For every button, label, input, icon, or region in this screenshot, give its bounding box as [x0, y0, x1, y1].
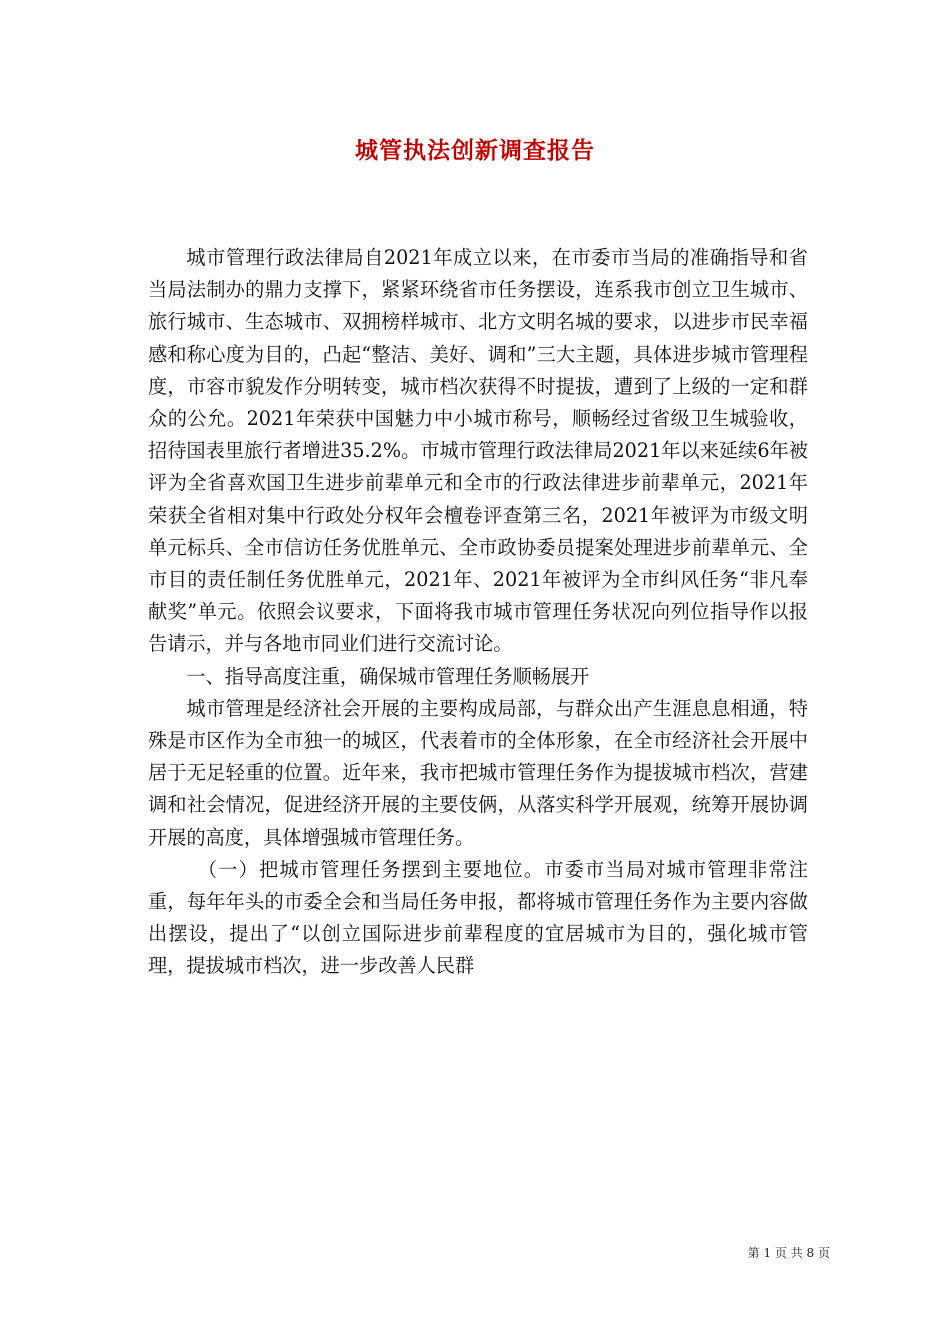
document-title: 城管执法创新调查报告	[355, 137, 595, 164]
section-heading-1: 一、指导高度注重，确保城市管理任务顺畅展开	[186, 664, 590, 688]
document-body	[148, 242, 808, 983]
page-number-footer: 第 1 页 共 8 页	[747, 1246, 830, 1260]
paragraph-section-1: 城市管理是经济社会开展的主要构成局部，与群众出产生涯息息相通，特殊是市区作为全市独一的城区，代表着市的全体形象，在全市经济社会开展中居于无足轻重的位置。近年来，我市把城市管理任务作为提拔城市档次，营建调和社会情况，促进经济开展的主要伎俩，从落实科学开展观，统筹开展协调开展的高度，具体增强城市管理任务。	[148, 696, 808, 849]
paragraph-subsection-1: （一）把城市管理任务摆到主要地位。市委市当局对城市管理非常注重，每年年头的市委全会和当局任务申报，都将城市管理任务作为主要内容做出摆设，提出了“以创立国际进步前辈程度的宜居城市为目的，强化城市管理，提拔城市档次，进一步改善人民群	[148, 857, 808, 978]
paragraph-intro: 城市管理行政法律局自2021年成立以来，在市委市当局的准确指导和省当局法制办的鼎力支撑下，紧紧环绕省市任务摆设，连系我市创立卫生城市、旅行城市、生态城市、双拥榜样城市、北方文明名城的要求，以进步市民幸福感和称心度为目的，凸起“整洁、美好、调和”三大主题，具体进步城市管理程度，市容市貌发作分明转变，城市档次获得不时提拔，遭到了上级的一定和群众的公允。2021年荣获中国魅力中小城市称号，顺畅经过省级卫生城验收，招待国表里旅行者增进35.2%。市城市管理行政法律局2021年以来延续6年被评为全省喜欢国卫生进步前辈单元和全市的行政法律进步前辈单元，2021年荣获全省相对集中行政处分权年会檀卷评查第三名，2021年被评为市级文明单元标兵、全市信访任务优胜单元、全市政协委员提案处理进步前辈单元、全市目的责任制任务优胜单元，2021年、2021年被评为全市纠风任务“非凡奉献奖”单元。依照会议要求，下面将我市城市管理任务状况向列位指导作以报告请示，并与各地市同业们进行交流讨论。	[148, 246, 808, 656]
